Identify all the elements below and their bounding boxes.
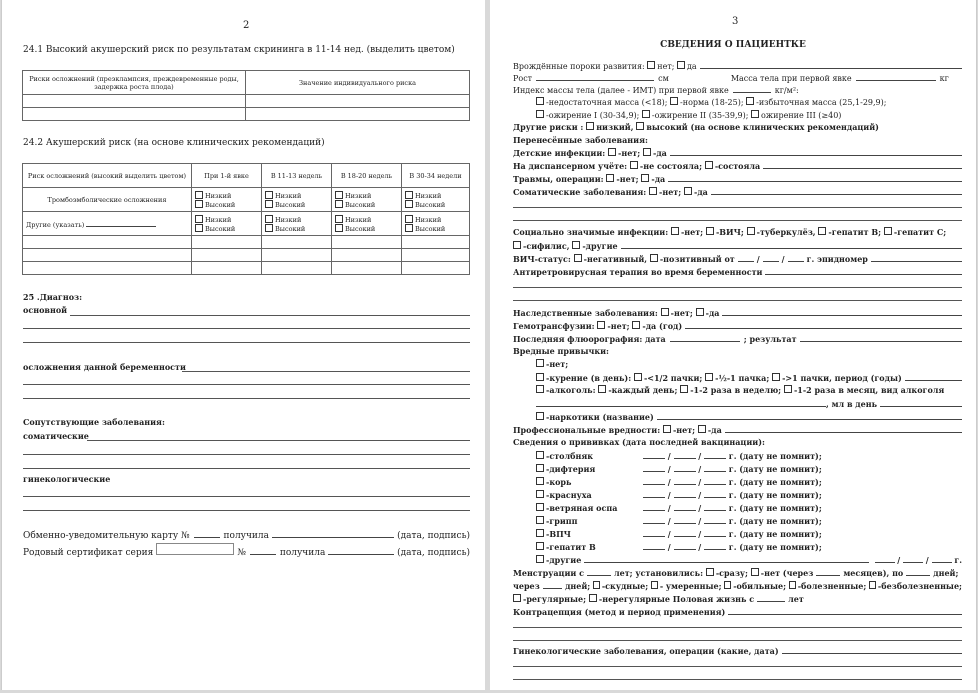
checkbox-icon[interactable] — [335, 224, 343, 232]
checkbox-icon[interactable] — [650, 254, 658, 262]
hiv-month-field[interactable] — [763, 253, 779, 262]
bmi-options-2: -ожирение I (30-34,9); -ожирение II (35-39,9); ожирение III (≥40) — [513, 110, 962, 121]
option-high[interactable]: Высокий — [195, 224, 258, 233]
checkbox-icon[interactable] — [265, 191, 273, 199]
table-row — [23, 188, 470, 212]
checkbox-icon[interactable] — [696, 308, 704, 316]
social-infections-line: Социально значимые инфекции: -нет; -ВИЧ; -туберкулёз, -гепатит В; -гепатит С; — [513, 227, 947, 237]
checkbox-icon[interactable] — [265, 200, 273, 208]
art-field[interactable] — [513, 300, 962, 301]
checkbox-icon[interactable] — [680, 385, 688, 393]
vaccine-other-row: -другие / / г. — [513, 554, 962, 566]
congenital-line: Врождённые пороки развития: нет; да — [513, 60, 962, 72]
checkbox-icon[interactable] — [536, 385, 544, 393]
checkbox-icon[interactable] — [598, 385, 606, 393]
bmi-options-1: -недостаточная масса (<18); -норма (18-25); -избыточная масса (25,1-29,9); — [513, 97, 962, 108]
vaccine-row: -ВПЧ / / г. (дату не помнит); — [513, 528, 962, 540]
art-field[interactable] — [513, 287, 962, 288]
vaccine-year-field[interactable] — [704, 515, 726, 524]
section-24-2-title: 24.2 Акушерский риск (на основе клинических рекомендаций) — [23, 138, 325, 148]
checkbox-icon[interactable] — [772, 373, 780, 381]
main-diagnosis-field[interactable] — [70, 315, 470, 316]
risk-options — [192, 188, 262, 212]
checkbox-icon[interactable] — [706, 568, 714, 576]
checkbox-icon[interactable] — [647, 61, 655, 69]
option-high[interactable]: Высокий — [405, 200, 466, 209]
vaccine-day-field[interactable] — [643, 515, 665, 524]
vaccine-year-field[interactable] — [704, 528, 726, 537]
gyn-field[interactable] — [782, 645, 962, 654]
injuries-field[interactable] — [668, 173, 962, 182]
option-low[interactable]: Низкий — [405, 191, 466, 200]
risk-options — [402, 212, 470, 236]
diagnosis-title: 25 .Диагноз: — [23, 292, 83, 302]
option-low[interactable]: Низкий — [265, 191, 328, 200]
vaccine-month-field[interactable] — [674, 489, 696, 498]
checkbox-icon[interactable] — [536, 529, 544, 537]
checkbox-icon[interactable] — [643, 148, 651, 156]
checkbox-icon[interactable] — [884, 227, 892, 235]
vaccine-other-day[interactable] — [875, 554, 895, 563]
row-label: Тромбоэмболические осложнения — [23, 188, 192, 212]
option-low[interactable]: Низкий — [405, 215, 466, 224]
checkbox-icon[interactable] — [574, 254, 582, 262]
checkbox-icon[interactable] — [536, 373, 544, 381]
checkbox-icon[interactable] — [536, 451, 544, 459]
other-risks-line: Другие риски : низкий, высокий (на основе клинических рекомендаций) — [513, 122, 879, 132]
table-header: В 11-13 недель — [262, 164, 332, 188]
gyn-field[interactable] — [513, 666, 962, 667]
vaccine-other-field[interactable] — [584, 554, 868, 563]
page-left — [1, 0, 485, 690]
alcohol-line-2: , мл в день — [513, 398, 962, 410]
risk-options — [332, 212, 402, 236]
bmi-field[interactable] — [733, 84, 771, 93]
page-title: СВЕДЕНИЯ О ПАЦИЕНТКЕ — [660, 40, 806, 50]
vaccine-year-field[interactable] — [704, 541, 726, 550]
table-cell[interactable] — [246, 108, 470, 121]
checkbox-icon[interactable] — [869, 581, 876, 589]
months-field[interactable] — [816, 567, 840, 576]
checkbox-icon[interactable] — [651, 581, 658, 589]
checkbox-icon[interactable] — [513, 594, 521, 602]
vaccine-month-field[interactable] — [674, 528, 696, 537]
obstetric-risk-table — [22, 163, 470, 275]
occupational-line: Профессиональные вредности: -нет; -да — [513, 424, 962, 436]
option-high[interactable]: Высокий — [335, 224, 398, 233]
somatic-line: Соматические заболевания: -нет; -да — [513, 186, 962, 198]
vaccines-title: Сведения о прививках (дата последней вакцинации): — [513, 437, 765, 447]
main-diagnosis-field[interactable] — [23, 328, 470, 329]
birth-cert-received-field[interactable] — [328, 546, 394, 555]
complications-field[interactable] — [23, 398, 470, 399]
checkbox-icon[interactable] — [642, 110, 650, 118]
contraception-line: Контрацепция (метод и период применения) — [513, 606, 962, 618]
checkbox-icon[interactable] — [706, 227, 714, 235]
vaccine-month-field[interactable] — [674, 450, 696, 459]
table-header: В 18-20 недель — [332, 164, 402, 188]
checkbox-icon[interactable] — [572, 241, 580, 249]
dispensary-field[interactable] — [763, 160, 962, 169]
checkbox-icon[interactable] — [661, 308, 669, 316]
main-diagnosis-label: основной — [23, 305, 68, 315]
checkbox-icon[interactable] — [536, 359, 544, 367]
checkbox-icon[interactable] — [818, 227, 826, 235]
vaccine-month-field[interactable] — [674, 476, 696, 485]
smoking-line: -курение (в день): -<1/2 пачки; -½-1 пачка; ->1 пачки, период (годы) — [513, 372, 962, 384]
vaccine-day-field[interactable] — [643, 476, 665, 485]
exchange-card-received-field[interactable] — [272, 529, 394, 538]
checkbox-icon[interactable] — [335, 200, 343, 208]
checkbox-icon[interactable] — [606, 174, 614, 182]
hereditary-field[interactable] — [722, 307, 962, 316]
vaccine-row: -грипп / / г. (дату не помнит); — [513, 515, 962, 527]
option-high[interactable]: Высокий — [265, 224, 328, 233]
checkbox-icon[interactable] — [789, 581, 796, 589]
checkbox-icon[interactable] — [405, 215, 413, 223]
table-row-empty — [23, 262, 470, 275]
vaccine-year-field[interactable] — [704, 476, 726, 485]
table-cell[interactable] — [23, 108, 246, 121]
vaccine-other-month[interactable] — [903, 554, 923, 563]
checkbox-icon[interactable] — [751, 568, 759, 576]
checkbox-icon[interactable] — [747, 227, 755, 235]
hereditary-line: Наследственные заболевания: -нет; -да — [513, 307, 962, 319]
table-header: В 30-34 недели — [402, 164, 470, 188]
vaccine-day-field[interactable] — [643, 450, 665, 459]
checkbox-icon[interactable] — [536, 555, 544, 563]
vaccine-row: -ветряная оспа / / г. (дату не помнит); — [513, 502, 962, 514]
vaccine-row: -столбняк / / г. (дату не помнит); — [513, 450, 962, 462]
vaccine-day-field[interactable] — [643, 502, 665, 511]
checkbox-icon[interactable] — [195, 200, 203, 208]
checkbox-icon[interactable] — [671, 227, 679, 235]
gyn-line: Гинекологические заболевания, операции (какие, дата) — [513, 645, 962, 657]
fluoro-line: Последняя флюорография: дата ; результат — [513, 333, 962, 345]
complications-field[interactable] — [23, 384, 470, 385]
gyn-field[interactable] — [23, 510, 470, 511]
checkbox-icon[interactable] — [195, 215, 203, 223]
contraception-field[interactable] — [513, 640, 962, 641]
somatic-field[interactable] — [23, 468, 470, 469]
menses-line-1: Менструации с лет; установились: -сразу; -нет (через месяцев), по дней; — [513, 568, 959, 578]
vaccine-year-field[interactable] — [704, 450, 726, 459]
somatic-field[interactable] — [711, 186, 962, 195]
checkbox-icon[interactable] — [405, 200, 413, 208]
checkbox-icon[interactable] — [677, 61, 685, 69]
drugs-line: -наркотики (название) — [513, 411, 962, 423]
habits-title: Вредные привычки: — [513, 346, 610, 356]
option-high[interactable]: Высокий — [195, 200, 258, 209]
checkbox-icon[interactable] — [536, 542, 544, 550]
checkbox-icon[interactable] — [589, 594, 597, 602]
checkbox-icon[interactable] — [195, 224, 203, 232]
table-cell[interactable] — [23, 95, 246, 108]
alcohol-line: -алкоголь: -каждый день; -1-2 раза в неделю; -1-2 раза в месяц, вид алкоголя — [513, 385, 962, 396]
birth-cert-series-field[interactable] — [156, 543, 234, 555]
other-infections-field[interactable] — [621, 240, 962, 249]
table-header: Значение индивидуального риска — [246, 71, 470, 95]
checkbox-icon[interactable] — [724, 581, 731, 589]
injuries-line: Травмы, операции: -нет; -да — [513, 173, 962, 185]
other-risk-field[interactable] — [86, 218, 156, 227]
smoking-period-field[interactable] — [905, 372, 962, 381]
child-infections-line: Детские инфекции: -нет; -да — [513, 147, 962, 159]
exchange-card-line: Обменно-уведомительную карту № получила (дата, подпись) — [23, 531, 470, 541]
checkbox-icon[interactable] — [670, 97, 678, 105]
checkbox-icon[interactable] — [641, 174, 649, 182]
social-infections-line-2: -сифилис, -другие — [513, 240, 962, 252]
checkbox-icon[interactable] — [536, 412, 544, 420]
birth-cert-line: Родовый сертификат серия № получила (дата, подпись) — [23, 543, 470, 559]
vaccine-year-field[interactable] — [704, 463, 726, 472]
somatic-field[interactable] — [87, 440, 470, 441]
somatic-field[interactable] — [513, 207, 962, 208]
table-header: При 1-й явке — [192, 164, 262, 188]
drugs-field[interactable] — [657, 411, 962, 420]
checkbox-icon[interactable] — [536, 490, 544, 498]
height-weight-line: Рост см Масса тела при первой явке кг — [513, 74, 949, 83]
screening-risk-table — [22, 70, 470, 121]
option-high[interactable]: Высокий — [265, 200, 328, 209]
table-cell[interactable] — [246, 95, 470, 108]
epid-number-field[interactable] — [871, 253, 962, 262]
gyn-field[interactable] — [513, 679, 962, 680]
checkbox-icon[interactable] — [335, 215, 343, 223]
complications-field[interactable] — [182, 371, 470, 372]
option-low[interactable]: Низкий — [265, 215, 328, 224]
checkbox-icon[interactable] — [634, 373, 642, 381]
fluoro-date-field[interactable] — [670, 333, 740, 342]
risk-options — [192, 212, 262, 236]
checkbox-icon[interactable] — [593, 581, 600, 589]
child-infections-field[interactable] — [670, 147, 962, 156]
page-number: 2 — [243, 20, 250, 31]
checkbox-icon[interactable] — [684, 187, 692, 195]
checkbox-icon[interactable] — [195, 191, 203, 199]
hiv-status-line: ВИЧ-статус: -негативный, -позитивный от / / г. эпидномер — [513, 253, 962, 265]
option-high[interactable]: Высокий — [335, 200, 398, 209]
menses-line-2: через дней; -скудные; - умеренные; -обильные; -болезненные; -безболезненные; — [513, 581, 962, 591]
gyn-field[interactable] — [23, 496, 470, 497]
checkbox-icon[interactable] — [265, 224, 273, 232]
vaccine-row: -гепатит В / / г. (дату не помнит); — [513, 541, 962, 553]
bmi-line: Индекс массы тела (далее - ИМТ) при первой явке кг/м²: — [513, 86, 799, 95]
vaccine-day-field[interactable] — [643, 489, 665, 498]
option-low[interactable]: Низкий — [195, 191, 258, 200]
menses-line-3: -регулярные; -нерегулярные Половая жизнь с лет — [513, 593, 962, 605]
main-diagnosis-field[interactable] — [23, 342, 470, 343]
complications-label: осложнения данной беременности — [23, 362, 186, 372]
occupational-field[interactable] — [725, 424, 962, 433]
habit-no: -нет; — [513, 359, 962, 370]
dispensary-line: На диспансерном учёте: -не состояла; -состояла — [513, 160, 962, 172]
birth-cert-number-field[interactable] — [250, 546, 276, 555]
table-row-empty — [23, 249, 470, 262]
cycle-days-field[interactable] — [543, 580, 562, 589]
risk-options — [262, 212, 332, 236]
vaccine-year-field[interactable] — [704, 489, 726, 498]
hiv-day-field[interactable] — [738, 253, 754, 262]
vaccine-day-field[interactable] — [643, 541, 665, 550]
transfusion-line: Гемотрансфузии: -нет; -да (год) — [513, 320, 962, 332]
checkbox-icon[interactable] — [608, 148, 616, 156]
vaccine-day-field[interactable] — [643, 528, 665, 537]
row-label: Другие (указать) — [23, 212, 192, 236]
transfusion-field[interactable] — [685, 320, 962, 329]
menarche-age-field[interactable] — [587, 567, 611, 576]
vaccine-month-field[interactable] — [674, 502, 696, 511]
option-low[interactable]: Низкий — [195, 215, 258, 224]
somatic-field[interactable] — [23, 454, 470, 455]
congenital-field[interactable] — [700, 60, 962, 69]
checkbox-icon[interactable] — [705, 373, 713, 381]
risk-options — [332, 188, 402, 212]
vaccine-month-field[interactable] — [674, 541, 696, 550]
option-low[interactable]: Низкий — [335, 191, 398, 200]
vaccine-year-field[interactable] — [704, 502, 726, 511]
checkbox-icon[interactable] — [513, 241, 521, 249]
fluoro-result-field[interactable] — [800, 333, 962, 342]
risk-options — [402, 188, 470, 212]
vaccine-row: -дифтерия / / г. (дату не помнит); — [513, 463, 962, 475]
checkbox-icon[interactable] — [636, 122, 644, 130]
checkbox-icon[interactable] — [536, 503, 544, 511]
alcohol-type-field[interactable] — [536, 398, 826, 407]
checkbox-icon[interactable] — [630, 161, 638, 169]
table-header: Риск осложнений (высокий выделить цветом) — [23, 164, 192, 188]
weight-field[interactable] — [856, 72, 936, 81]
exchange-card-number-field[interactable] — [194, 529, 220, 538]
checkbox-icon[interactable] — [649, 187, 657, 195]
checkbox-icon[interactable] — [586, 122, 594, 130]
table-row — [23, 212, 470, 236]
checkbox-icon[interactable] — [536, 516, 544, 524]
option-low[interactable]: Низкий — [335, 215, 398, 224]
checkbox-icon[interactable] — [746, 97, 754, 105]
checkbox-icon[interactable] — [751, 110, 759, 118]
hiv-year-field[interactable] — [788, 253, 804, 262]
past-diseases-title: Перенесённые заболевания: — [513, 135, 648, 145]
checkbox-icon[interactable] — [663, 425, 671, 433]
checkbox-icon[interactable] — [265, 215, 273, 223]
checkbox-icon[interactable] — [705, 161, 713, 169]
checkbox-icon[interactable] — [597, 321, 605, 329]
contraception-field[interactable] — [728, 606, 962, 615]
checkbox-icon[interactable] — [536, 477, 544, 485]
section-24-1-title: 24.1 Высокий акушерский риск по результатам скрининга в 11-14 нед. (выделить цветом) — [23, 45, 455, 55]
page-right — [490, 0, 977, 690]
checkbox-icon[interactable] — [405, 224, 413, 232]
sexual-life-age-field[interactable] — [757, 593, 785, 602]
vaccine-other-year[interactable] — [932, 554, 952, 563]
vaccine-row: -корь / / г. (дату не помнит); — [513, 476, 962, 488]
table-header: Риски осложнений (преэклампсия, преждевременные роды, задержка роста плода) — [23, 71, 246, 95]
option-high[interactable]: Высокий — [405, 224, 466, 233]
somatic-label: соматические — [23, 431, 89, 441]
checkbox-icon[interactable] — [698, 425, 706, 433]
height-field[interactable] — [536, 72, 654, 81]
table-row-empty — [23, 236, 470, 249]
checkbox-icon[interactable] — [784, 385, 792, 393]
art-line: Антиретровирусная терапия во время беременности — [513, 266, 962, 278]
checkbox-icon[interactable] — [335, 191, 343, 199]
contraception-field[interactable] — [513, 627, 962, 628]
art-field[interactable] — [765, 266, 962, 275]
gyn-label: гинекологические — [23, 474, 111, 484]
checkbox-icon[interactable] — [536, 97, 544, 105]
days-field[interactable] — [906, 567, 930, 576]
checkbox-icon[interactable] — [536, 110, 544, 118]
checkbox-icon[interactable] — [632, 321, 640, 329]
checkbox-icon[interactable] — [536, 464, 544, 472]
alcohol-ml-field[interactable] — [880, 398, 962, 407]
vaccine-month-field[interactable] — [674, 463, 696, 472]
concomitant-title: Сопутствующие заболевания: — [23, 417, 165, 427]
somatic-field[interactable] — [513, 220, 962, 221]
vaccine-row: -краснуха / / г. (дату не помнит); — [513, 489, 962, 501]
vaccine-day-field[interactable] — [643, 463, 665, 472]
page-number: 3 — [732, 16, 739, 27]
checkbox-icon[interactable] — [405, 191, 413, 199]
vaccine-month-field[interactable] — [674, 515, 696, 524]
risk-options — [262, 188, 332, 212]
